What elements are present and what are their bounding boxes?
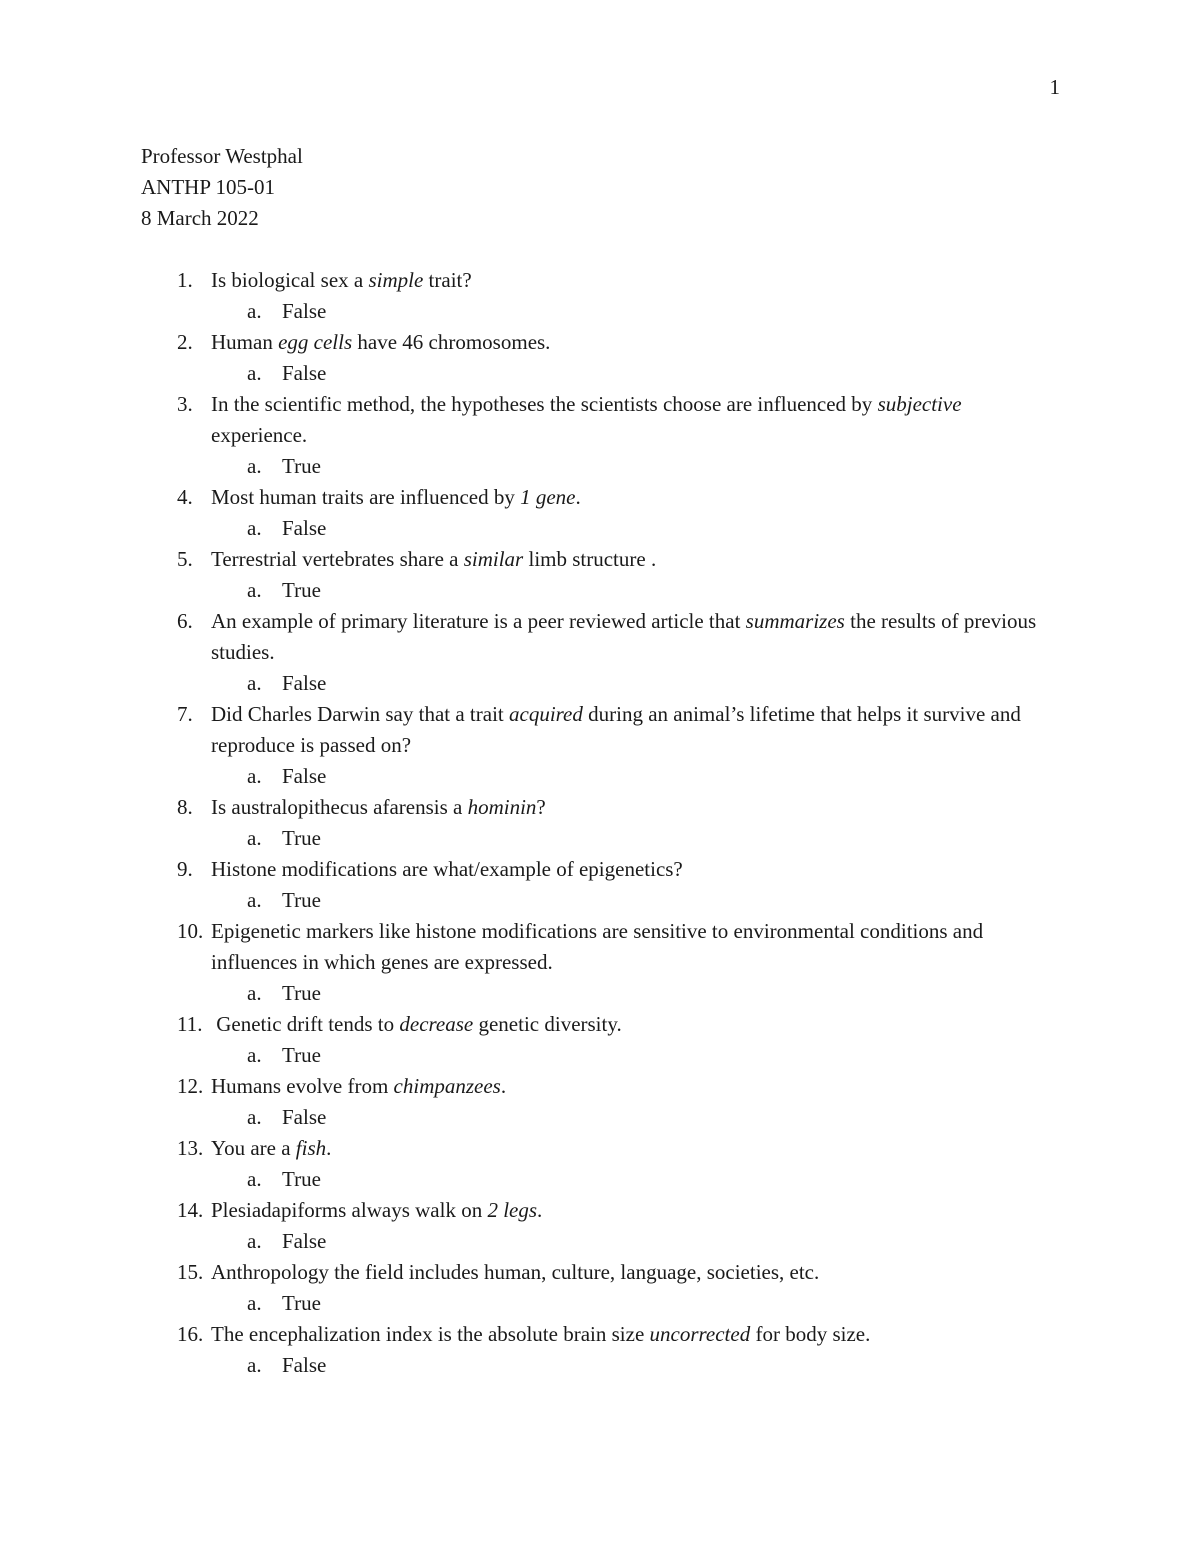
question: [141, 544, 1061, 575]
answer: [141, 1102, 1061, 1133]
question-text: [211, 392, 967, 447]
question-text-part: Genetic drift tends to: [211, 1012, 400, 1036]
answer-letter: a.: [247, 1291, 262, 1315]
answer-letter: a.: [247, 1167, 262, 1191]
question-number: 16.: [177, 1322, 204, 1346]
question-text-part: have 46 chromosomes.: [352, 330, 551, 354]
question-text-part: trait?: [423, 268, 472, 292]
question-number: 10.: [177, 919, 204, 943]
answer: [141, 1040, 1061, 1071]
question-number: 3.: [177, 392, 193, 416]
question-number: 15.: [177, 1260, 204, 1284]
answer-value: False: [282, 1229, 327, 1253]
question: [141, 1319, 1061, 1350]
course-code: ANTHP 105-01: [141, 175, 275, 199]
answer-letter: a.: [247, 764, 262, 788]
answer-value: False: [282, 1353, 327, 1377]
question-text-part: .: [575, 485, 581, 509]
answer: [141, 761, 1061, 792]
question-text-part: Is australopithecus afarensis a: [211, 795, 468, 819]
question-text: [211, 702, 1026, 757]
answer-value: False: [282, 764, 327, 788]
question-list: [141, 265, 1061, 1381]
answer-value: True: [282, 981, 321, 1005]
answer-value: True: [282, 1167, 321, 1191]
question-emphasis: subjective: [877, 392, 962, 416]
question: [141, 606, 1061, 668]
question-text: [211, 1198, 542, 1222]
question-item: [141, 916, 1061, 1009]
question-item: [141, 792, 1061, 854]
question-text: [211, 1012, 622, 1036]
question-text-part: experience.: [211, 392, 967, 447]
question-text: [211, 485, 581, 509]
question-text-part: limb structure .: [523, 547, 657, 571]
question-emphasis: decrease: [399, 1012, 474, 1036]
question-text-part: In the scientific method, the hypotheses the scientists choose are influenced by: [211, 392, 878, 416]
question-item: [141, 1319, 1061, 1381]
question-text: [211, 547, 656, 571]
question-text-part: Histone modifications are what/example of epigenetics?: [211, 857, 683, 881]
question-text: [211, 1260, 819, 1284]
question-item: [141, 1133, 1061, 1195]
question-text-part: .: [500, 1074, 507, 1098]
question-text-part: Humans evolve from: [211, 1074, 394, 1098]
instructor-name: Professor Westphal: [141, 144, 303, 168]
question-text-part: Epigenetic markers like histone modifications are sensitive to environmental conditions and influences in which genes are expressed.: [211, 919, 989, 974]
question-item: [141, 606, 1061, 699]
answer-value: True: [282, 888, 321, 912]
answer-letter: a.: [247, 826, 262, 850]
answer: [141, 823, 1061, 854]
question-text: [211, 268, 472, 292]
question: [141, 327, 1061, 358]
answer-letter: a.: [247, 1105, 262, 1129]
answer-letter: a.: [247, 1043, 262, 1067]
answer-letter: a.: [247, 981, 262, 1005]
answer: [141, 358, 1061, 389]
question-emphasis: egg cells: [278, 330, 353, 354]
question-emphasis: 1 gene: [520, 485, 576, 509]
question: [141, 699, 1061, 761]
answer-letter: a.: [247, 454, 262, 478]
answer-value: False: [282, 516, 327, 540]
question-number: 11.: [177, 1012, 203, 1036]
answer-letter: a.: [247, 361, 262, 385]
question-emphasis: similar: [463, 547, 524, 571]
question-text: [211, 857, 683, 881]
answer-value: True: [282, 1043, 321, 1067]
question-item: [141, 544, 1061, 606]
answer: [141, 575, 1061, 606]
question-text-part: Terrestrial vertebrates share a: [211, 547, 464, 571]
answer: [141, 1288, 1061, 1319]
question-emphasis: 2 legs: [487, 1198, 538, 1222]
answer-value: True: [282, 826, 321, 850]
answer-letter: a.: [247, 578, 262, 602]
answer: [141, 885, 1061, 916]
question-emphasis: hominin: [467, 795, 537, 819]
question-number: 14.: [177, 1198, 204, 1222]
question-number: 7.: [177, 702, 193, 726]
question-text: [211, 1074, 506, 1098]
answer: [141, 1164, 1061, 1195]
question-number: 2.: [177, 330, 193, 354]
question-text-part: Plesiadapiforms always walk on: [211, 1198, 488, 1222]
question-emphasis: chimpanzees: [393, 1074, 501, 1098]
question-item: [141, 482, 1061, 544]
question-emphasis: simple: [368, 268, 424, 292]
question-text-part: during an animal’s lifetime that helps it survive and reproduce is passed on?: [211, 702, 1027, 757]
question-text: [211, 330, 550, 354]
question-text: [211, 919, 988, 974]
answer-value: True: [282, 454, 321, 478]
question-item: [141, 1009, 1061, 1071]
question-text-part: Most human traits are influenced by: [211, 485, 521, 509]
question: [141, 916, 1061, 978]
question-text-part: .: [537, 1198, 543, 1222]
question-item: [141, 1195, 1061, 1257]
question-text: [211, 1322, 870, 1346]
question: [141, 1257, 1061, 1288]
question: [141, 265, 1061, 296]
question-text-part: You are a: [211, 1136, 296, 1160]
question-item: [141, 1257, 1061, 1319]
question-text-part: Is biological sex a: [211, 268, 369, 292]
question-text-part: genetic diversity.: [473, 1012, 622, 1036]
question-item: [141, 699, 1061, 792]
answer: [141, 513, 1061, 544]
question-text: [211, 609, 1041, 664]
question-number: 4.: [177, 485, 193, 509]
question-item: [141, 327, 1061, 389]
question-text-part: Human: [211, 330, 279, 354]
answer-value: False: [282, 361, 327, 385]
question-item: [141, 1071, 1061, 1133]
question-text-part: Did Charles Darwin say that a trait: [211, 702, 509, 726]
question-item: [141, 854, 1061, 916]
answer-letter: a.: [247, 671, 262, 695]
answer-value: True: [282, 578, 321, 602]
question-number: 1.: [177, 268, 193, 292]
question-number: 6.: [177, 609, 193, 633]
document-date: 8 March 2022: [141, 206, 259, 230]
question-text-part: An example of primary literature is a peer reviewed article that: [211, 609, 746, 633]
question: [141, 389, 1061, 451]
question-number: 5.: [177, 547, 193, 571]
question-emphasis: acquired: [509, 702, 583, 726]
answer: [141, 668, 1061, 699]
answer-letter: a.: [247, 888, 262, 912]
question: [141, 482, 1061, 513]
answer: [141, 451, 1061, 482]
question-number: 8.: [177, 795, 193, 819]
question-text-part: Anthropology the field includes human, culture, language, societies, etc.: [211, 1260, 820, 1284]
question-text-part: for body size.: [750, 1322, 871, 1346]
question-text-part: The encephalization index is the absolute brain size: [211, 1322, 650, 1346]
answer-letter: a.: [247, 516, 262, 540]
question-number: 12.: [177, 1074, 204, 1098]
question-item: [141, 265, 1061, 327]
answer: [141, 978, 1061, 1009]
answer-letter: a.: [247, 1353, 262, 1377]
answer-value: True: [282, 1291, 321, 1315]
question-emphasis: fish: [295, 1136, 327, 1160]
answer-value: False: [282, 671, 327, 695]
question: [141, 1009, 1061, 1040]
answer: [141, 296, 1061, 327]
question: [141, 1071, 1061, 1102]
question: [141, 1133, 1061, 1164]
question: [141, 854, 1061, 885]
document-header: [141, 141, 303, 234]
question-text-part: .: [326, 1136, 332, 1160]
answer-value: False: [282, 1105, 327, 1129]
question-item: [141, 389, 1061, 482]
answer-letter: a.: [247, 299, 262, 323]
question-number: 9.: [177, 857, 193, 881]
question-text-part: the results of previous studies.: [211, 609, 1042, 664]
question-emphasis: summarizes: [745, 609, 845, 633]
page-number: 1: [1049, 75, 1060, 99]
answer: [141, 1350, 1061, 1381]
question-number: 13.: [177, 1136, 204, 1160]
question-text-part: ?: [536, 795, 546, 819]
question: [141, 1195, 1061, 1226]
question: [141, 792, 1061, 823]
answer-letter: a.: [247, 1229, 262, 1253]
answer-value: False: [282, 299, 327, 323]
question-text: [211, 795, 546, 819]
answer: [141, 1226, 1061, 1257]
question-emphasis: uncorrected: [649, 1322, 751, 1346]
question-text: [211, 1136, 331, 1160]
